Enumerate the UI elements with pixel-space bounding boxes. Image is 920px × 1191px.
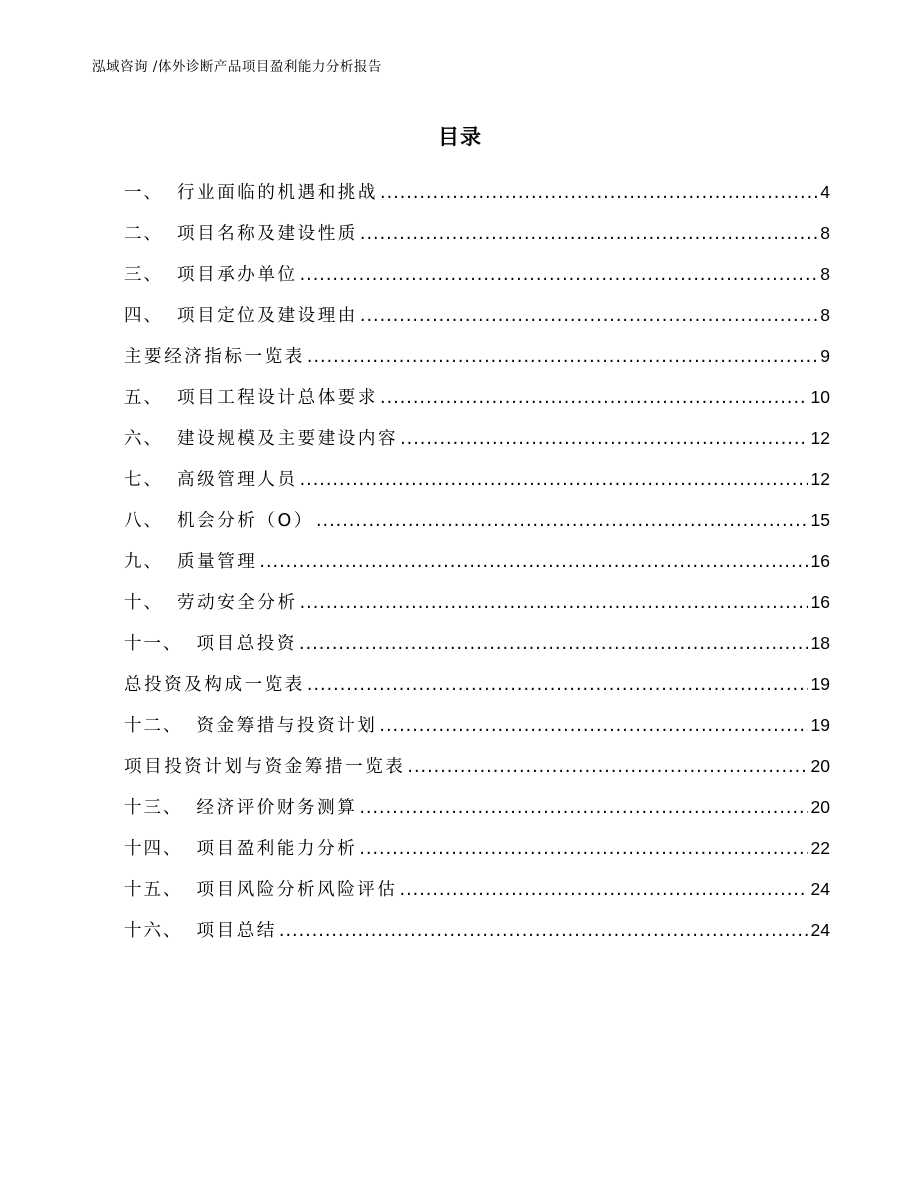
toc-entry[interactable] [124, 787, 830, 828]
toc-entry-number: 一、 [124, 183, 163, 203]
toc-entry-title: 项目投资计划与资金筹措一览表 [124, 757, 406, 777]
toc-entry-page: 16 [810, 551, 830, 571]
toc-dot-leader [299, 624, 808, 665]
toc-entry[interactable] [124, 500, 830, 541]
toc-entry-page: 12 [810, 428, 830, 448]
toc-entry-number: 三、 [124, 265, 163, 285]
toc-entry-number: 十三、 [124, 798, 183, 818]
toc-entry-page: 16 [810, 592, 830, 612]
toc-entry-number: 九、 [124, 552, 163, 572]
toc-dot-leader [380, 173, 817, 214]
toc-entry[interactable] [124, 746, 830, 787]
toc-entry-title: 项目工程设计总体要求 [177, 388, 378, 408]
toc-entry-page: 19 [810, 715, 830, 735]
toc-dot-leader [400, 419, 807, 460]
toc-dot-leader [316, 501, 808, 542]
toc-entry[interactable] [124, 623, 830, 664]
toc-entry-page: 20 [810, 756, 830, 776]
toc-entry-page: 9 [820, 346, 830, 366]
toc-entry[interactable] [124, 664, 830, 705]
toc-entry-title: 行业面临的机遇和挑战 [177, 183, 378, 203]
toc-entry-title: 项目总结 [196, 921, 277, 941]
toc-entry-title: 项目定位及建设理由 [177, 306, 358, 326]
toc-entry[interactable] [124, 705, 830, 746]
toc-entry-number: 十一、 [124, 634, 183, 654]
toc-dot-leader [379, 706, 807, 747]
toc-entry[interactable] [124, 869, 830, 910]
toc-entry-title: 劳动安全分析 [177, 593, 298, 613]
toc-dot-leader [359, 788, 807, 829]
toc-entry-page: 18 [810, 633, 830, 653]
toc-entry[interactable] [124, 541, 830, 582]
toc-dot-leader [307, 337, 817, 378]
toc-dot-leader [300, 255, 818, 296]
toc-entry[interactable] [124, 910, 830, 951]
toc-entry[interactable] [124, 459, 830, 500]
toc-dot-leader [307, 665, 808, 706]
toc-entry[interactable] [124, 213, 830, 254]
toc-entry-page: 12 [810, 469, 830, 489]
toc-entry-page: 8 [820, 305, 830, 325]
toc-dot-leader [360, 296, 817, 337]
toc-entry-title: 项目盈利能力分析 [196, 839, 358, 859]
toc-entry-page: 10 [810, 387, 830, 407]
toc-entry[interactable] [124, 582, 830, 623]
toc-entry-number: 十四、 [124, 839, 183, 859]
toc-dot-leader [360, 214, 817, 255]
toc-entry-number: 十二、 [124, 716, 183, 736]
toc-entry[interactable] [124, 172, 830, 213]
toc-entry-title: 资金筹措与投资计划 [196, 716, 378, 736]
toc-entry-page: 19 [810, 674, 830, 694]
toc-entry[interactable] [124, 418, 830, 459]
toc-entry[interactable] [124, 828, 830, 869]
toc-entry[interactable] [124, 254, 830, 295]
toc-entry-title: 经济评价财务测算 [196, 798, 358, 818]
toc-entry[interactable] [124, 336, 830, 377]
toc-entry-title: 高级管理人员 [177, 470, 298, 490]
toc-entry-number: 六、 [124, 429, 163, 449]
toc-entry-page: 22 [810, 838, 830, 858]
toc-entry-page: 4 [820, 182, 830, 202]
toc-entry-title: 项目总投资 [196, 634, 297, 654]
toc-entry-number: 十六、 [124, 921, 183, 941]
toc-entry-number: 十、 [124, 593, 163, 613]
toc-dot-leader [400, 870, 808, 911]
toc-dot-leader [300, 583, 808, 624]
toc-entry-title: 建设规模及主要建设内容 [177, 429, 399, 449]
toc-entry-number: 五、 [124, 388, 163, 408]
toc-entry-title: 项目名称及建设性质 [177, 224, 358, 244]
toc-entry-number: 八、 [124, 511, 163, 531]
toc-entry-title: 主要经济指标一览表 [124, 347, 305, 367]
toc-dot-leader [407, 747, 807, 788]
toc-dot-leader [279, 911, 808, 952]
toc-entry-page: 8 [820, 223, 830, 243]
toc-entry[interactable] [124, 295, 830, 336]
toc-dot-leader [259, 542, 807, 583]
toc-dot-leader [380, 378, 808, 419]
toc-entry-page: 24 [810, 920, 830, 940]
toc-entry-title: 质量管理 [177, 552, 258, 572]
running-header: 泓域咨询 /体外诊断产品项目盈利能力分析报告 [92, 59, 382, 75]
toc-entry-page: 20 [810, 797, 830, 817]
toc-dot-leader [300, 460, 808, 501]
toc-entry-number: 十五、 [124, 880, 183, 900]
toc-entry-page: 15 [810, 510, 830, 530]
toc-title: 目录 [438, 125, 482, 149]
toc-entry-title: 项目风险分析风险评估 [196, 880, 398, 900]
table-of-contents [124, 172, 830, 951]
toc-entry[interactable] [124, 377, 830, 418]
toc-entry-number: 四、 [124, 306, 163, 326]
toc-entry-number: 二、 [124, 224, 163, 244]
toc-entry-page: 8 [820, 264, 830, 284]
toc-dot-leader [359, 829, 807, 870]
toc-entry-title: 总投资及构成一览表 [124, 675, 305, 695]
toc-entry-title: 项目承办单位 [177, 265, 298, 285]
toc-entry-number: 七、 [124, 470, 163, 490]
toc-entry-page: 24 [810, 879, 830, 899]
toc-entry-title: 机会分析（O） [177, 511, 314, 531]
